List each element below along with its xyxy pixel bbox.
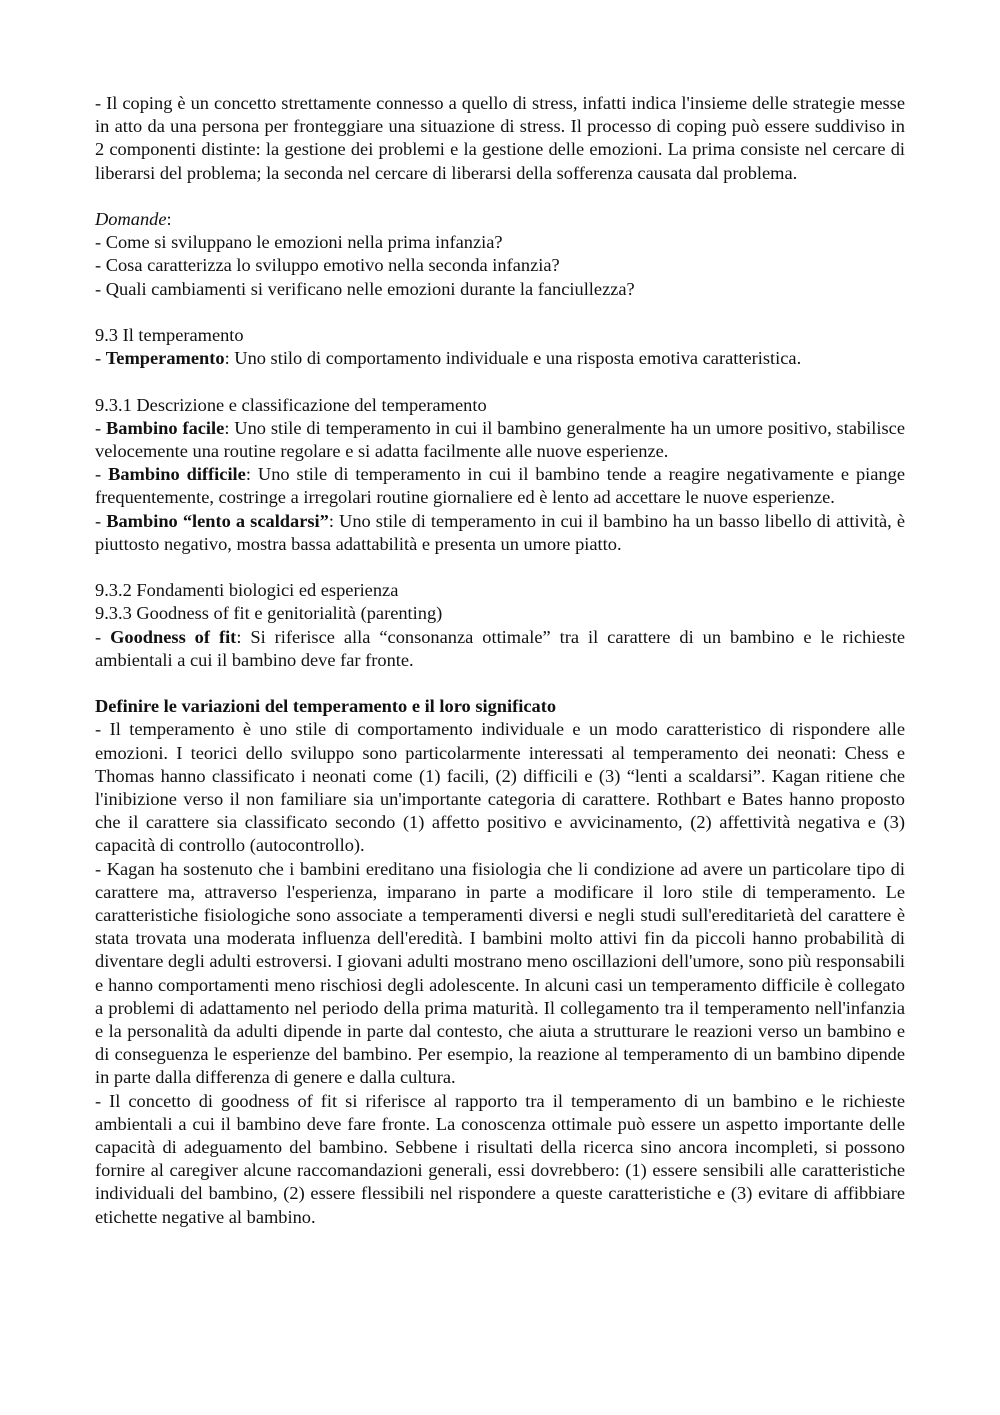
summary-heading: Definire le variazioni del temperamento e il loro significato [95, 696, 557, 717]
definition-prefix: - [95, 348, 106, 369]
domanda-item: - Cosa caratterizza lo sviluppo emotivo nella seconda infanzia? [95, 255, 560, 276]
definition-bambino-lento [95, 510, 905, 556]
section-heading-9-3: 9.3 Il temperamento [95, 325, 244, 345]
definition-term: Bambino difficile [108, 464, 246, 485]
definition-prefix: - [95, 626, 111, 647]
section-heading-9-3-3: 9.3.3 Goodness of fit e genitorialità (parenting) [95, 603, 443, 624]
summary-paragraph: - Il temperamento è uno stile di comportamento individuale e un modo caratteristico di rispondere alle emozioni. I teorici dello sviluppo sono particolarmente interessati al temperamento dei neonati: Chess e Thomas hanno classificato i neonati come (1) facili, (2) difficili e (3) “lenti a scaldarsi”. Kagan ritiene che l'inibizione verso il non familiare sia un'importante categoria di carattere. Rothbart e Bates hanno proposto che il carattere sia classificato secondo (1) affetto positivo e avvicinamento, (2) affettività negativa e (3) capacità di controllo (autocontrollo). [95, 719, 905, 856]
spacer [95, 672, 905, 695]
spacer [95, 370, 905, 393]
definition-text: : Uno stile di temperamento in cui il bambino generalmente ha un umore positivo, stabilisce velocemente una routine regolare e si adatta facilmente alle nuove esperienze. [95, 417, 905, 461]
domanda-item: - Come si sviluppano le emozioni nella prima infanzia? [95, 232, 503, 253]
definition-bambino-difficile [95, 463, 905, 509]
summary-paragraph: - Kagan ha sostenuto che i bambini ereditano una fisiologia che li condizione ad avere un particolare tipo di carattere ma, attraverso l'esperienza, imparano in parte a modificare il loro stile di temperamento. Le caratteristiche fisiologiche sono associate a temperamenti diversi e negli studi sull'ereditarietà del carattere è stata trovata una moderata influenza dell'eredità. I bambini molto attivi fin da piccoli hanno probabilità di diventare degli adulti estroversi. I giovani adulti mostrano meno oscillazioni dell'umore, sono più responsabili e hanno comportamenti meno rischiosi degli adolescente. In alcuni casi un temperamento difficile è collegato a problemi di adattamento nel periodo della prima maturità. Il collegamento tra il temperamento nell'infanzia e la personalità da adulti dipende in parte dal contesto, che aiuta a strutturare le reazioni verso un bambino e di conseguenza le esperienze del bambino. Per esempio, la reazione al temperamento di un bambino dipende in parte dalla differenza di genere e dalla cultura. [95, 858, 905, 1088]
definition-text: : Uno stilo di comportamento individuale e una risposta emotiva caratteristica. [224, 348, 802, 369]
domande-heading [95, 208, 905, 231]
definition-text: : Uno stile di temperamento in cui il bambino ha un basso libello di attività, è piuttosto negativo, mostra bassa adattabilità e presenta un umore piatto. [95, 510, 905, 554]
section-heading-9-3-1: 9.3.1 Descrizione e classificazione del temperamento [95, 394, 487, 415]
summary-paragraph: - Il concetto di goodness of fit si riferisce al rapporto tra il temperamento di un bambino e le richieste ambientali a cui il bambino deve fare fronte. La conoscenza ottimale può essere un aspetto importante delle capacità di adeguamento del bambino. Sebbene i risultati della ricerca sino ancora incompleti, si possono fornire al caregiver alcune raccomandazioni generali, essi dovrebbero: (1) essere sensibili alle caratteristiche individuali del bambino, (2) essere flessibili nel rispondere a queste caratteristiche e (3) evitare di affibbiare etichette negative al bambino. [95, 1090, 905, 1227]
section-heading-9-3-2: 9.3.2 Fondamenti biologici ed esperienza [95, 580, 399, 601]
spacer [95, 556, 905, 579]
spacer [95, 185, 905, 208]
document-page [95, 92, 905, 1229]
definition-bambino-facile [95, 417, 905, 463]
domande-colon: : [166, 209, 172, 229]
definition-text: : Uno stile di temperamento in cui il bambino tende a reagire negativamente e piange frequentemente, costringe a irregolari routine giornaliere ed è lento ad accettare le nuove esperienze. [95, 464, 905, 508]
definition-term: Bambino facile [106, 417, 225, 438]
coping-paragraph: - Il coping è un concetto strettamente connesso a quello di stress, infatti indica l'insieme delle strategie messe in atto da una persona per fronteggiare una situazione di stress. Il processo di coping può essere suddiviso in 2 componenti distinte: la gestione dei problemi e la gestione delle emozioni. La prima consiste nel cercare di liberarsi del problema; la seconda nel cercare di liberarsi della sofferenza causata dal problema. [95, 93, 905, 183]
domande-label: Domande [95, 209, 167, 229]
definition-term: Temperamento [105, 348, 225, 369]
definition-prefix: - [95, 510, 107, 531]
spacer [95, 301, 905, 324]
domanda-item: - Quali cambiamenti si verificano nelle emozioni durante la fanciullezza? [95, 278, 635, 299]
definition-prefix: - [95, 417, 107, 438]
definition-term: Bambino “lento a scaldarsi” [106, 510, 329, 531]
definition-goodness-of-fit [95, 626, 905, 672]
definition-prefix: - [95, 464, 109, 485]
definition-term: Goodness of fit [110, 626, 237, 647]
definition-temperamento [95, 347, 905, 370]
definition-text: : Si riferisce alla “consonanza ottimale” tra il carattere di un bambino e le richieste ambientali a cui il bambino deve far fronte. [95, 626, 905, 670]
